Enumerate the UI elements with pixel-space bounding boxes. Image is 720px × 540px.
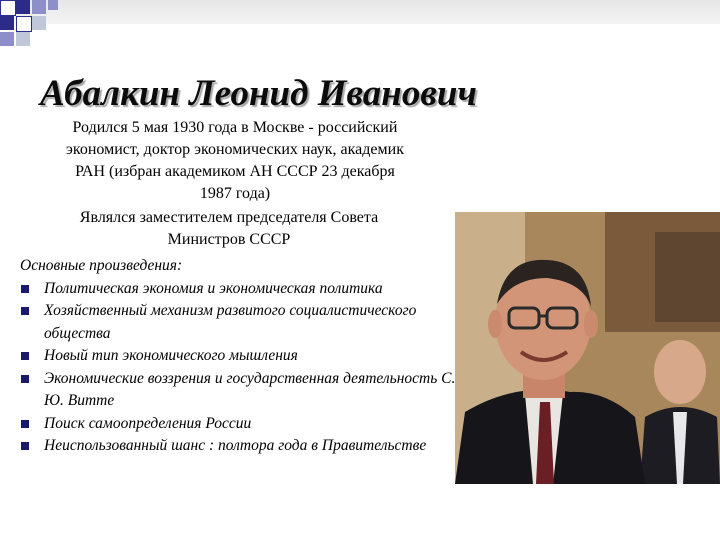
bullet-icon [21, 375, 29, 383]
list-item: Политическая экономия и экономическая политика [20, 278, 460, 301]
slide-title: Абалкин Леонид Иванович [40, 73, 477, 114]
list-item: Неиспользованный шанс : полтора года в Правительстве [20, 435, 460, 458]
list-item: Поиск самоопределения России [20, 413, 460, 436]
works-heading: Основные произведения: [20, 257, 183, 274]
works-list [20, 278, 460, 458]
header-band [0, 0, 720, 24]
bio-paragraph-birth: Родился 5 мая 1930 года в Москве - российский экономист, доктор экономических наук, академик РАН (избран академиком АН СССР 23 декабря 1987 года) [66, 119, 404, 202]
bullet-icon [21, 307, 29, 315]
bullet-icon [21, 420, 29, 428]
bullet-icon [21, 442, 29, 450]
portrait-photo [455, 212, 720, 484]
bullet-icon [21, 352, 29, 360]
biography [40, 117, 440, 251]
list-item: Хозяйственный механизм развитого социалистического общества [20, 300, 460, 345]
bullet-icon [21, 285, 29, 293]
list-item: Экономические воззрения и государственная деятельность С. Ю. Витте [20, 368, 460, 413]
list-item: Новый тип экономического мышления [20, 345, 460, 368]
works-section [20, 255, 460, 458]
bio-paragraph-position: Являлся заместителем председателя Совета Министров СССР [79, 209, 379, 248]
